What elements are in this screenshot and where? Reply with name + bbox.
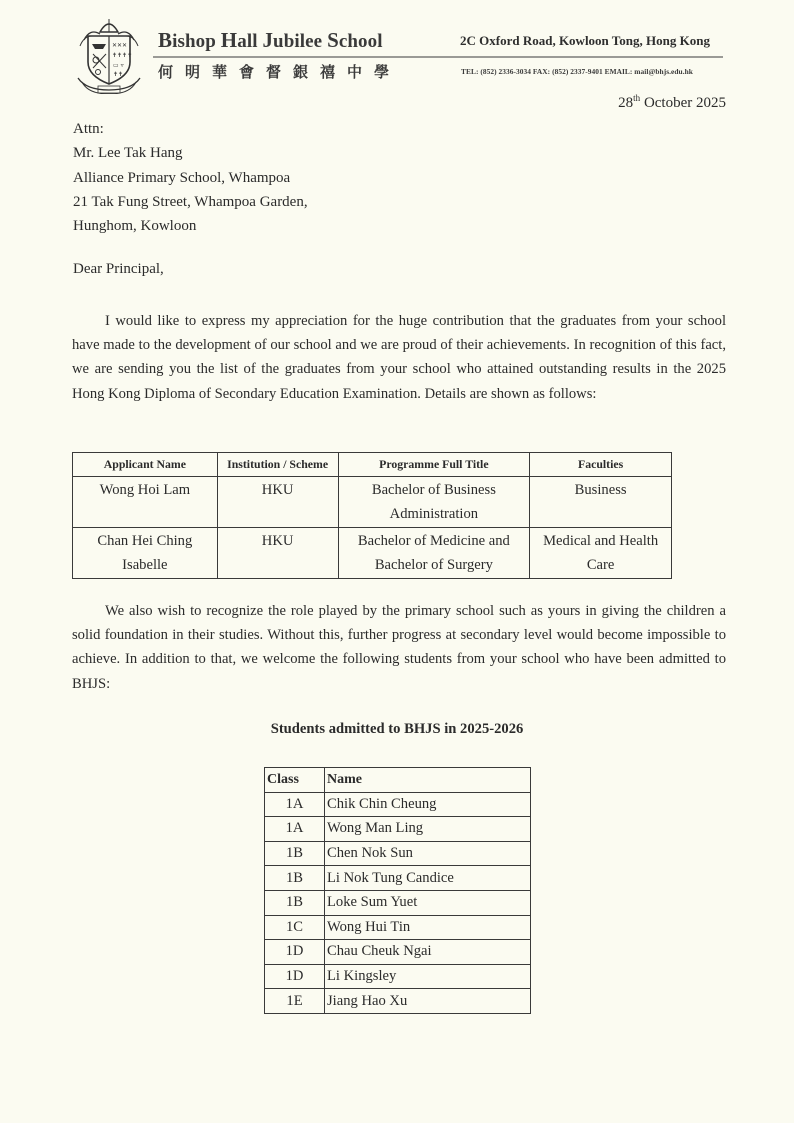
table-row: [265, 841, 531, 866]
body-paragraph-1: I would like to express my appreciation for the huge contribution that the graduates from your school have made to the development of our school and we are proud of their achievements. In recognition of this fact, we are sending you the list of the graduates from your school who attained outstanding results in the 2025 Hong Kong Diploma of Secondary Education Examination. Details are shown as follows:: [72, 313, 726, 402]
recipient-school: Alliance Primary School, Whampoa: [73, 169, 291, 186]
salutation: Dear Principal,: [73, 261, 164, 277]
student-name: Wong Hui Tin: [325, 915, 531, 940]
header-applicant-name: Applicant Name: [73, 453, 218, 477]
svg-text:✝✝: ✝✝: [113, 71, 124, 78]
admitted-table-header: [265, 768, 531, 793]
recipient-street: 21 Tak Fung Street, Whampoa Garden,: [73, 193, 308, 210]
institution: HKU: [217, 477, 338, 528]
header-programme: Programme Full Title: [338, 453, 530, 477]
svg-text:▭ ▿: ▭ ▿: [113, 62, 124, 69]
school-address: 2C Oxford Road, Kowloon Tong, Hong Kong: [460, 33, 710, 48]
admitted-students-table: [264, 767, 531, 1014]
student-class: 1E: [265, 989, 325, 1014]
table-row: [265, 792, 531, 817]
recipient-address: [73, 117, 308, 238]
institution: HKU: [217, 528, 338, 579]
student-name: Chen Nok Sun: [325, 841, 531, 866]
student-class: 1A: [265, 817, 325, 842]
admitted-students-title: Students admitted to BHJS in 2025-2026: [270, 721, 524, 737]
student-class: 1C: [265, 915, 325, 940]
faculty: Business: [530, 477, 672, 528]
table-row: [265, 817, 531, 842]
student-class: 1D: [265, 940, 325, 965]
student-name: Chau Cheuk Ngai: [325, 940, 531, 965]
student-name: Li Nok Tung Candice: [325, 866, 531, 891]
student-class: 1B: [265, 866, 325, 891]
letterhead-divider: [153, 56, 723, 58]
student-name: Wong Man Ling: [325, 817, 531, 842]
table-row: [265, 866, 531, 891]
header-institution: Institution / Scheme: [217, 453, 338, 477]
programme-title: Bachelor of Business Administration: [338, 477, 530, 528]
student-name: Jiang Hao Xu: [325, 989, 531, 1014]
table-row: [265, 989, 531, 1014]
graduates-table-header: [73, 453, 672, 477]
student-class: 1B: [265, 890, 325, 915]
school-contact-line: TEL: (852) 2336-3034 FAX: (852) 2337-9401 EMAIL: mail@bhjs.edu.hk: [461, 67, 693, 76]
school-crest-icon: [76, 16, 142, 94]
faculty: Medical and Health Care: [530, 528, 672, 579]
svg-text:✝✝✝✝: ✝✝✝✝: [112, 52, 133, 59]
table-row: [265, 890, 531, 915]
student-name: Li Kingsley: [325, 964, 531, 989]
student-class: 1B: [265, 841, 325, 866]
body-paragraph-2: We also wish to recognize the role played by the primary school such as yours in giving the children a solid foundation in their studies. Without this, further progress at secondary level would become impossible to achieve. In addition to that, we welcome the following students from your school who have been admitted to BHJS:: [72, 603, 726, 692]
table-row: [73, 528, 672, 579]
svg-text:✕✕✕: ✕✕✕: [112, 42, 128, 49]
applicant-name: Chan Hei Ching Isabelle: [73, 528, 218, 579]
applicant-name: Wong Hoi Lam: [73, 477, 218, 528]
student-class: 1A: [265, 792, 325, 817]
graduates-table: [72, 452, 672, 579]
header-name: Name: [325, 768, 531, 793]
school-name-zh: 何明華會督銀禧中學: [158, 63, 402, 81]
recipient-district: Hunghom, Kowloon: [73, 218, 197, 235]
school-name-en: Bishop Hall Jubilee School: [158, 28, 383, 52]
recipient-attn: Attn:: [73, 121, 104, 137]
table-row: [73, 477, 672, 528]
header-class: Class: [265, 768, 325, 793]
student-name: Loke Sum Yuet: [325, 890, 531, 915]
student-name: Chik Chin Cheung: [325, 792, 531, 817]
recipient-name: Mr. Lee Tak Hang: [73, 145, 183, 162]
table-row: [265, 940, 531, 965]
header-faculties: Faculties: [530, 453, 672, 477]
programme-title: Bachelor of Medicine and Bachelor of Surgery: [338, 528, 530, 579]
table-row: [265, 915, 531, 940]
table-row: [265, 964, 531, 989]
letter-date: 28th October 2025: [618, 93, 726, 111]
student-class: 1D: [265, 964, 325, 989]
